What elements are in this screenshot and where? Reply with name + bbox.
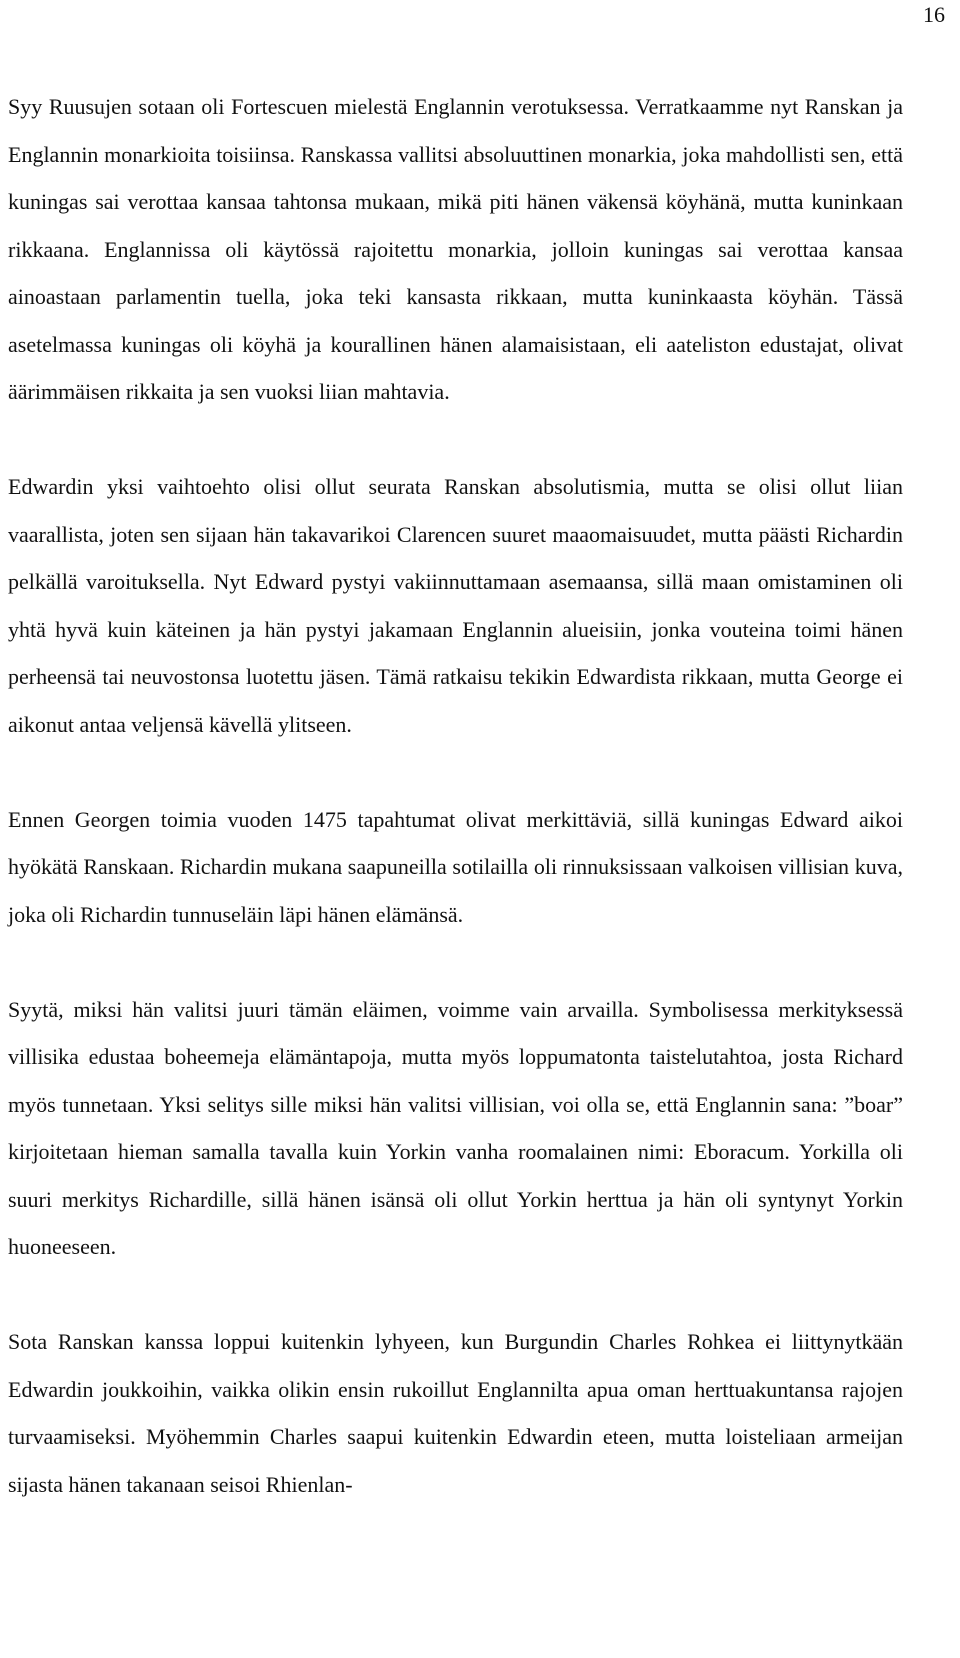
- paragraph-spacer: [8, 748, 903, 796]
- paragraph-edward-options: Edwardin yksi vaihtoehto olisi ollut seurata Ranskan absolutismia, mutta se olisi ollut liian vaarallista, joten sen sijaan hän takavarikoi Clarencen suuret maaomaisuudet, mutta päästi Richardin pelkällä varoituksella. Nyt Edward pystyi vakiinnuttamaan asemaansa, sillä maan omistaminen oli yhtä hyvä kuin käteinen ja hän pystyi jakamaan Englannin alueisiin, jonka vouteina toimi hänen perheensä tai neuvostonsa luotettu jäsen. Tämä ratkaisu tekikin Edwardista rikkaan, mutta George ei aikonut antaa veljensä kävellä ylitseen.: [8, 474, 903, 737]
- paragraph-events-1475: Ennen Georgen toimia vuoden 1475 tapahtumat olivat merkittäviä, sillä kuningas Edward aikoi hyökätä Ranskaan. Richardin mukana saapuneilla sotilailla oli rinnuksissaan valkoisen villisian kuva, joka oli Richardin tunnuseläin läpi hänen elämänsä.: [8, 806, 903, 927]
- page-body: [8, 83, 903, 1508]
- paragraph-spacer: [8, 938, 903, 986]
- paragraph-war-with-france: Sota Ranskan kanssa loppui kuitenkin lyhyeen, kun Burgundin Charles Rohkea ei liittynytkään Edwardin joukkoihin, vaikka olikin ensin rukoillut Englannilta apua oman herttuakuntansa rajojen turvaamiseksi. Myöhemmin Charles saapui kuitenkin Edwardin eteen, mutta loisteliaan armeijan sijasta hänen takanaan seisoi Rhienlan-: [8, 1329, 903, 1497]
- paragraph-boar-symbol: Syytä, miksi hän valitsi juuri tämän eläimen, voimme vain arvailla. Symbolisessa merkityksessä villisika edustaa boheemeja elämäntapoja, mutta myös loppumatonta taistelutahtoa, josta Richard myös tunnetaan. Yksi selitys sille miksi hän valitsi villisian, voi olla se, että Englannin sana: ”boar” kirjoitetaan hieman samalla tavalla kuin Yorkin vanha roomalainen nimi: Eboracum. Yorkilla oli suuri merkitys Richardille, sillä hänen isänsä oli ollut Yorkin herttua ja hän oli syntynyt Yorkin huoneeseen.: [8, 996, 903, 1259]
- page-number: 16: [923, 2, 945, 27]
- paragraph-fortescue-taxation: Syy Ruusujen sotaan oli Fortescuen mielestä Englannin verotuksessa. Verratkaamme nyt Ranskan ja Englannin monarkioita toisiinsa. Ranskassa vallitsi absoluuttinen monarkia, joka mahdollisti sen, että kuningas sai verottaa kansaa tahtonsa mukaan, mikä piti hänen väkensä köyhänä, mutta kuninkaan rikkaana. Englannissa oli käytössä rajoitettu monarkia, jolloin kuningas sai verottaa kansaa ainoastaan parlamentin tuella, joka teki kansasta rikkaan, mutta kuninkaasta köyhän. Tässä asetelmassa kuningas oli köyhä ja kourallinen hänen alamaisistaan, eli aateliston edustajat, olivat äärimmäisen rikkaita ja sen vuoksi liian mahtavia.: [8, 94, 903, 404]
- paragraph-spacer: [8, 416, 903, 464]
- paragraph-spacer: [8, 1271, 903, 1319]
